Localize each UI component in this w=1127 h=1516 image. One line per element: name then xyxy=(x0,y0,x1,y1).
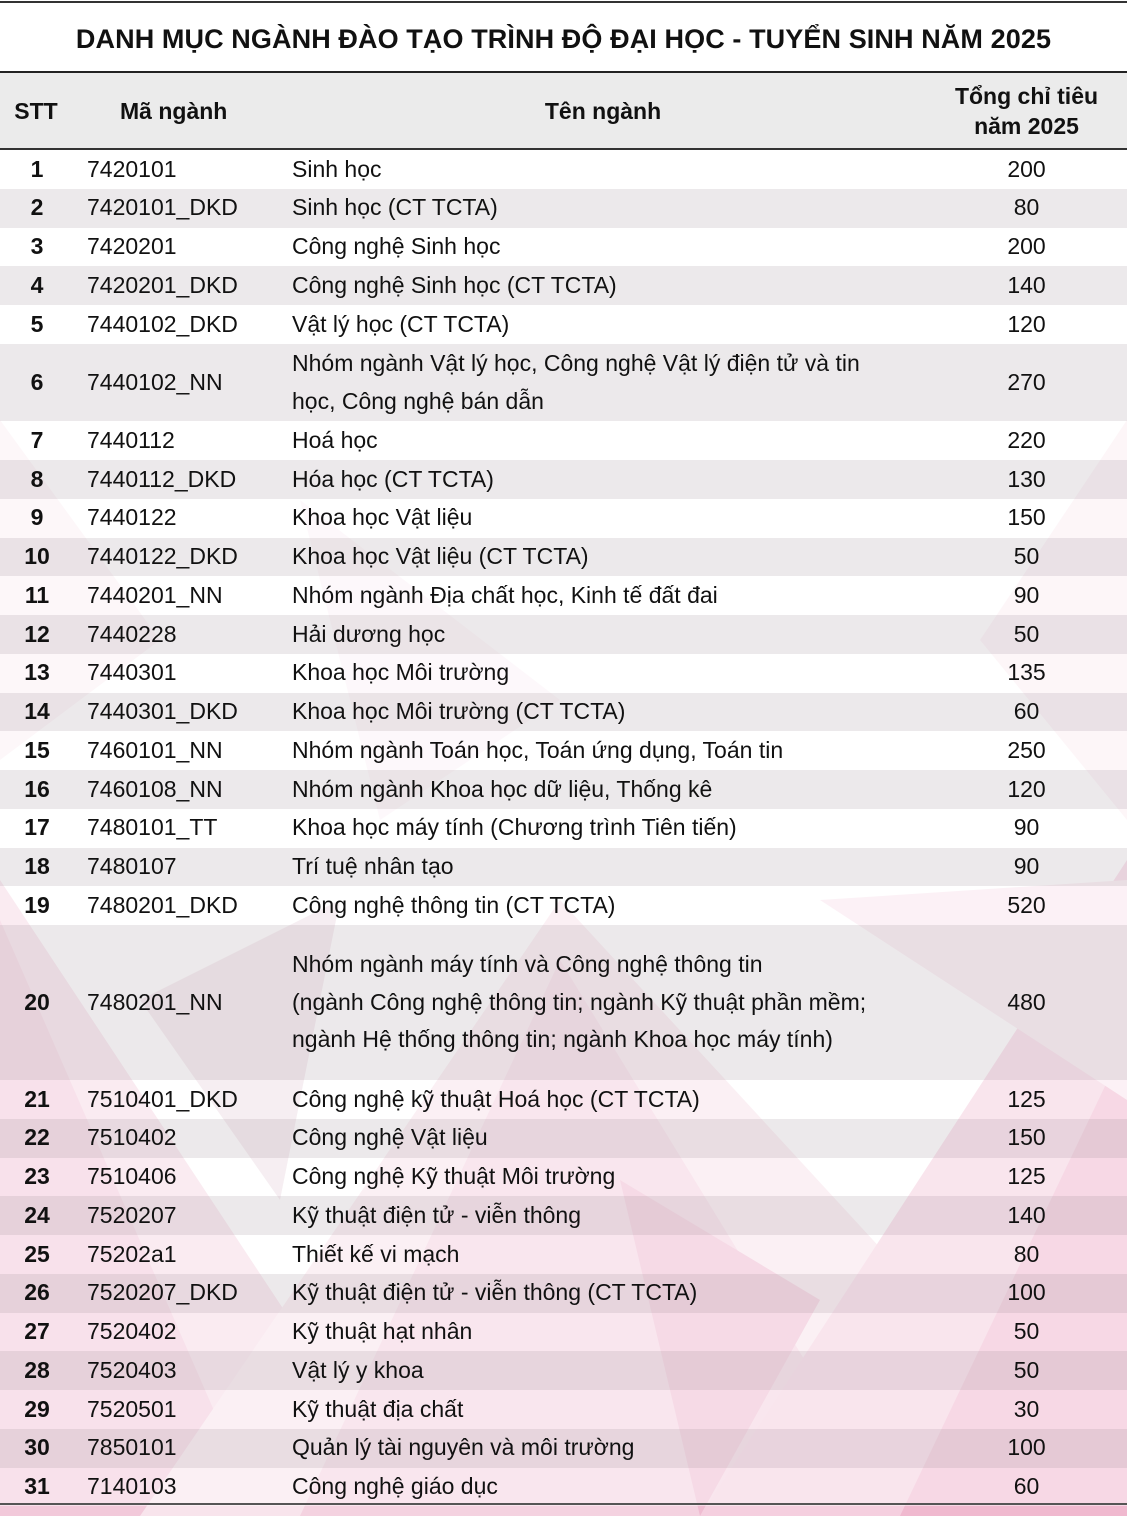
cell-name-line: Nhóm ngành máy tính và Công nghệ thông tin xyxy=(292,951,763,978)
cell-code: 7440201_NN xyxy=(74,576,280,615)
cell-stt: 19 xyxy=(0,886,74,925)
cell-name: Công nghệ Sinh học (CT TCTA) xyxy=(280,266,926,305)
cell-total: 90 xyxy=(926,576,1127,615)
cell-code: 7140103 xyxy=(74,1468,280,1507)
cell-code: 7440228 xyxy=(74,615,280,654)
cell-stt: 10 xyxy=(0,538,74,577)
cell-total: 80 xyxy=(926,1235,1127,1274)
cell-total: 200 xyxy=(926,228,1127,267)
header-total xyxy=(926,73,1127,149)
cell-code: 7440102_DKD xyxy=(74,305,280,344)
cell-code: 7420201_DKD xyxy=(74,266,280,305)
table-row xyxy=(0,421,1127,460)
cell-total: 480 xyxy=(926,925,1127,1080)
cell-code: 7510401_DKD xyxy=(74,1080,280,1119)
cell-code: 7510402 xyxy=(74,1119,280,1158)
cell-total: 140 xyxy=(926,266,1127,305)
table-row xyxy=(0,1429,1127,1468)
cell-total: 220 xyxy=(926,421,1127,460)
cell-name: Nhóm ngành Khoa học dữ liệu, Thống kê xyxy=(280,770,926,809)
header-code: Mã ngành xyxy=(74,73,280,149)
cell-code: 7440102_NN xyxy=(74,344,280,422)
header-stt: STT xyxy=(0,73,74,149)
cell-name: Khoa học máy tính (Chương trình Tiên tiến) xyxy=(280,809,926,848)
cell-stt: 28 xyxy=(0,1351,74,1390)
cell-code: 7420101 xyxy=(74,149,280,189)
cell-stt: 6 xyxy=(0,344,74,422)
cell-name: Nhóm ngành Toán học, Toán ứng dụng, Toán tin xyxy=(280,731,926,770)
cell-name: Công nghệ giáo dục xyxy=(280,1468,926,1507)
table-row xyxy=(0,1390,1127,1429)
cell-stt: 30 xyxy=(0,1429,74,1468)
cell-code: 7480107 xyxy=(74,848,280,887)
cell-code: 7520501 xyxy=(74,1390,280,1429)
cell-stt: 14 xyxy=(0,693,74,732)
cell-name: Hải dương học xyxy=(280,615,926,654)
cell-total: 100 xyxy=(926,1429,1127,1468)
cell-stt: 29 xyxy=(0,1390,74,1429)
table-row xyxy=(0,615,1127,654)
cell-name: Nhóm ngành Vật lý học, Công nghệ Vật lý điện tử và tin học, Công nghệ bán dẫn xyxy=(280,344,926,422)
table-row xyxy=(0,654,1127,693)
cell-total: 270 xyxy=(926,344,1127,422)
cell-total: 120 xyxy=(926,305,1127,344)
table-row xyxy=(0,576,1127,615)
cell-stt: 3 xyxy=(0,228,74,267)
table-row xyxy=(0,305,1127,344)
table-row xyxy=(0,848,1127,887)
table-row xyxy=(0,809,1127,848)
cell-name: Thiết kế vi mạch xyxy=(280,1235,926,1274)
cell-name: Công nghệ Vật liệu xyxy=(280,1119,926,1158)
table-row xyxy=(0,1196,1127,1235)
cell-name: Khoa học Vật liệu (CT TCTA) xyxy=(280,538,926,577)
cell-total: 200 xyxy=(926,149,1127,189)
cell-code: 7420101_DKD xyxy=(74,189,280,228)
cell-total: 100 xyxy=(926,1274,1127,1313)
cell-stt: 26 xyxy=(0,1274,74,1313)
cell-code: 7460101_NN xyxy=(74,731,280,770)
cell-total: 520 xyxy=(926,886,1127,925)
majors-table xyxy=(0,73,1127,1506)
cell-code: 7440112 xyxy=(74,421,280,460)
cell-code: 7520402 xyxy=(74,1313,280,1352)
cell-code: 7520207 xyxy=(74,1196,280,1235)
cell-stt: 22 xyxy=(0,1119,74,1158)
cell-name-line: (ngành Công nghệ thông tin; ngành Kỹ thuật phần mềm; xyxy=(292,988,867,1015)
cell-stt: 13 xyxy=(0,654,74,693)
cell-name: Kỹ thuật điện tử - viễn thông (CT TCTA) xyxy=(280,1274,926,1313)
cell-total: 50 xyxy=(926,615,1127,654)
cell-total: 150 xyxy=(926,499,1127,538)
cell-stt: 2 xyxy=(0,189,74,228)
table-row xyxy=(0,925,1127,1080)
cell-total: 120 xyxy=(926,770,1127,809)
table-row xyxy=(0,886,1127,925)
cell-code: 7480101_TT xyxy=(74,809,280,848)
cell-total: 130 xyxy=(926,460,1127,499)
cell-code: 7480201_DKD xyxy=(74,886,280,925)
cell-stt: 21 xyxy=(0,1080,74,1119)
table-header-row xyxy=(0,73,1127,149)
cell-stt: 31 xyxy=(0,1468,74,1507)
cell-total: 80 xyxy=(926,189,1127,228)
cell-code: 7440301_DKD xyxy=(74,693,280,732)
cell-code: 7440122 xyxy=(74,499,280,538)
cell-stt: 5 xyxy=(0,305,74,344)
cell-stt: 9 xyxy=(0,499,74,538)
cell-stt: 11 xyxy=(0,576,74,615)
cell-stt: 16 xyxy=(0,770,74,809)
page-title: DANH MỤC NGÀNH ĐÀO TẠO TRÌNH ĐỘ ĐẠI HỌC - TUYỂN SINH NĂM 2025 xyxy=(0,3,1127,71)
cell-stt: 8 xyxy=(0,460,74,499)
cell-name: Khoa học Vật liệu xyxy=(280,499,926,538)
table-row xyxy=(0,499,1127,538)
cell-code: 75202a1 xyxy=(74,1235,280,1274)
cell-name: Kỹ thuật điện tử - viễn thông xyxy=(280,1196,926,1235)
cell-name: Công nghệ thông tin (CT TCTA) xyxy=(280,886,926,925)
table-row xyxy=(0,1080,1127,1119)
cell-stt: 27 xyxy=(0,1313,74,1352)
table-row xyxy=(0,538,1127,577)
table-row xyxy=(0,1274,1127,1313)
table-row xyxy=(0,1119,1127,1158)
cell-total: 50 xyxy=(926,538,1127,577)
cell-total: 50 xyxy=(926,1313,1127,1352)
cell-total: 135 xyxy=(926,654,1127,693)
cell-code: 7510406 xyxy=(74,1158,280,1197)
table-row xyxy=(0,1313,1127,1352)
cell-stt: 20 xyxy=(0,925,74,1080)
table-row xyxy=(0,1158,1127,1197)
table-row xyxy=(0,228,1127,267)
cell-total: 60 xyxy=(926,693,1127,732)
cell-total: 250 xyxy=(926,731,1127,770)
cell-code: 7850101 xyxy=(74,1429,280,1468)
cell-name: Quản lý tài nguyên và môi trường xyxy=(280,1429,926,1468)
cell-code: 7520403 xyxy=(74,1351,280,1390)
cell-name: Hóa học (CT TCTA) xyxy=(280,460,926,499)
cell-name: Hoá học xyxy=(280,421,926,460)
cell-name: Công nghệ Kỹ thuật Môi trường xyxy=(280,1158,926,1197)
cell-code: 7440112_DKD xyxy=(74,460,280,499)
table-row xyxy=(0,266,1127,305)
cell-stt: 15 xyxy=(0,731,74,770)
cell-stt: 1 xyxy=(0,149,74,189)
cell-code: 7420201 xyxy=(74,228,280,267)
cell-stt: 12 xyxy=(0,615,74,654)
cell-name: Nhóm ngành Địa chất học, Kinh tế đất đai xyxy=(280,576,926,615)
table-row xyxy=(0,770,1127,809)
header-total-line2: năm 2025 xyxy=(974,112,1079,139)
table-row xyxy=(0,1235,1127,1274)
cell-stt: 25 xyxy=(0,1235,74,1274)
table-row xyxy=(0,1351,1127,1390)
cell-stt: 23 xyxy=(0,1158,74,1197)
cell-stt: 18 xyxy=(0,848,74,887)
cell-total: 90 xyxy=(926,848,1127,887)
cell-total: 30 xyxy=(926,1390,1127,1429)
cell-stt: 4 xyxy=(0,266,74,305)
header-total-line1: Tổng chỉ tiêu xyxy=(954,82,1099,109)
cell-name: Kỹ thuật hạt nhân xyxy=(280,1313,926,1352)
cell-total: 90 xyxy=(926,809,1127,848)
cell-name: Vật lý y khoa xyxy=(280,1351,926,1390)
cell-name: Vật lý học (CT TCTA) xyxy=(280,305,926,344)
cell-code: 7440122_DKD xyxy=(74,538,280,577)
cell-name: Sinh học xyxy=(280,149,926,189)
cell-code: 7440301 xyxy=(74,654,280,693)
cell-total: 150 xyxy=(926,1119,1127,1158)
cell-name: Kỹ thuật địa chất xyxy=(280,1390,926,1429)
cell-name xyxy=(280,925,926,1080)
cell-name: Khoa học Môi trường xyxy=(280,654,926,693)
cell-code: 7480201_NN xyxy=(74,925,280,1080)
cell-stt: 24 xyxy=(0,1196,74,1235)
cell-name: Khoa học Môi trường (CT TCTA) xyxy=(280,693,926,732)
cell-total: 60 xyxy=(926,1468,1127,1507)
table-row xyxy=(0,344,1127,422)
cell-total: 140 xyxy=(926,1196,1127,1235)
cell-name: Công nghệ Sinh học xyxy=(280,228,926,267)
table-row xyxy=(0,189,1127,228)
table-row xyxy=(0,460,1127,499)
table-row xyxy=(0,1468,1127,1507)
cell-code: 7520207_DKD xyxy=(74,1274,280,1313)
cell-stt: 17 xyxy=(0,809,74,848)
table-row xyxy=(0,149,1127,189)
cell-name: Trí tuệ nhân tạo xyxy=(280,848,926,887)
cell-total: 125 xyxy=(926,1158,1127,1197)
cell-name: Sinh học (CT TCTA) xyxy=(280,189,926,228)
bottom-rule xyxy=(0,1503,1127,1505)
table-row xyxy=(0,693,1127,732)
header-name: Tên ngành xyxy=(280,73,926,149)
table-row xyxy=(0,731,1127,770)
cell-total: 50 xyxy=(926,1351,1127,1390)
cell-name-line: ngành Hệ thống thông tin; ngành Khoa học máy tính) xyxy=(292,1026,833,1053)
cell-stt: 7 xyxy=(0,421,74,460)
cell-name: Công nghệ kỹ thuật Hoá học (CT TCTA) xyxy=(280,1080,926,1119)
cell-code: 7460108_NN xyxy=(74,770,280,809)
cell-total: 125 xyxy=(926,1080,1127,1119)
